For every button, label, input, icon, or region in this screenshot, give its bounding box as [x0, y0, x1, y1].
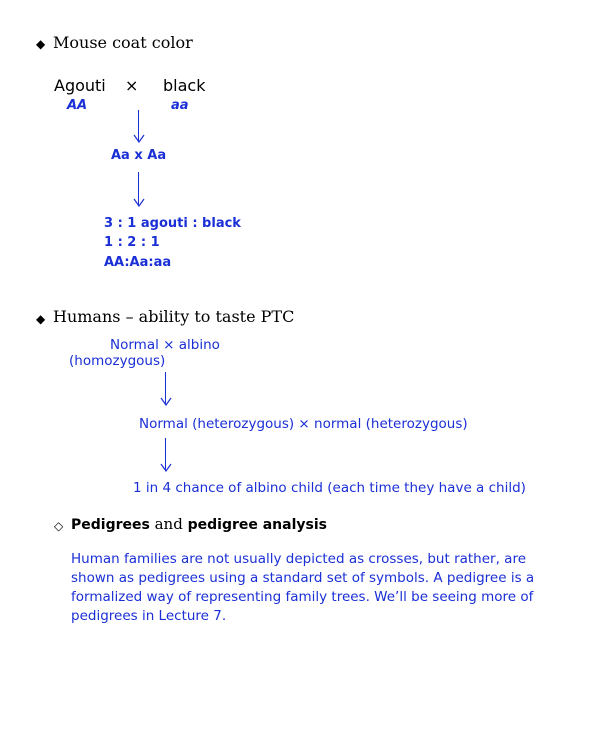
down-arrow-icon [160, 438, 172, 471]
pedigrees-heading-part3: pedigree analysis [187, 517, 327, 533]
filled-diamond-bullet-icon: ◆ [36, 312, 46, 326]
mouse-coat-heading: Mouse coat color [53, 33, 193, 52]
ratio-genotype: 1 : 2 : 1 [104, 235, 160, 250]
pedigrees-heading [71, 515, 327, 533]
pedigree-paragraph: Human families are not usually depicted as crosses, but rather, are shown as pedigrees using a standard set of symbols. A pedigree is a formalized way of representing family trees. We’ll be seeing more of pedigrees in Lecture 7. [71, 551, 535, 624]
pedigrees-heading-part1: Pedigrees [71, 517, 150, 533]
f1-cross: Aa x Aa [111, 148, 167, 163]
down-arrow-icon [133, 110, 145, 142]
down-arrow-icon [133, 172, 145, 206]
parent1-label: Agouti [54, 76, 106, 95]
humans-ptc-heading: Humans – ability to taste PTC [53, 307, 295, 326]
pedigrees-heading-part2: and [154, 515, 183, 533]
parent2-label: black [163, 76, 206, 95]
human-f1-cross: Normal (heterozygous) × normal (heterozygous) [139, 416, 468, 432]
parent1-genotype: AA [67, 98, 88, 113]
albino-outcome: 1 in 4 chance of albino child (each time they have a child) [133, 480, 526, 496]
hollow-diamond-bullet-icon: ◇ [54, 519, 64, 533]
human-cross-line1: Normal × albino [110, 337, 220, 353]
filled-diamond-bullet-icon: ◆ [36, 37, 46, 51]
genotype-labels: AA:Aa:aa [104, 255, 172, 270]
down-arrow-icon [160, 372, 172, 405]
parent2-genotype: aa [171, 98, 189, 113]
cross-symbol: × [125, 76, 139, 95]
human-cross-line2: (homozygous) [69, 353, 166, 369]
ratio-phenotype: 3 : 1 agouti : black [104, 216, 241, 231]
